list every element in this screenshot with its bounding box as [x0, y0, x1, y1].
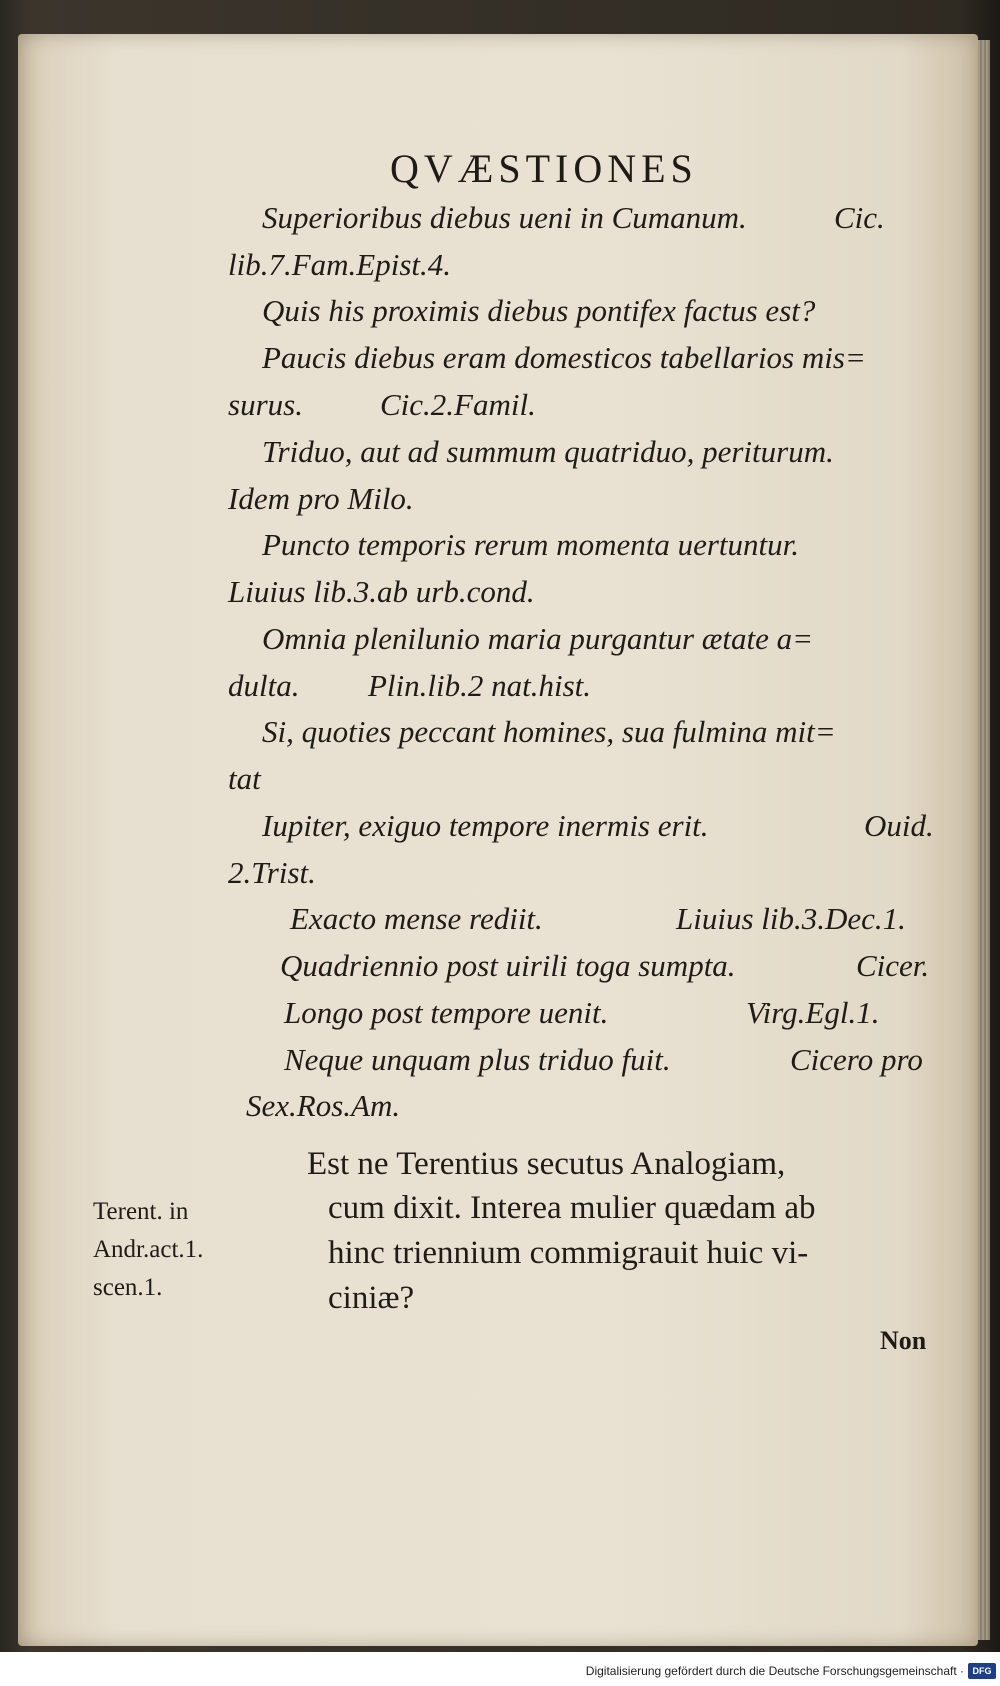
question-line: Est ne Terentius secutus Analogiam, — [307, 1146, 786, 1182]
question-line: ciniæ? — [328, 1280, 415, 1316]
page-edge — [976, 40, 990, 1640]
margin-note-line: Terent. in — [93, 1198, 189, 1225]
running-head: QVÆSTIONES — [390, 146, 698, 191]
question-line: hinc triennium commigrauit huic vi- — [328, 1235, 809, 1271]
margin-note-line: Andr.act.1. — [93, 1236, 204, 1263]
dfg-logo-icon: DFG — [968, 1663, 996, 1679]
footer-bar — [0, 1660, 1000, 1686]
margin-note-line: scen.1. — [93, 1274, 163, 1301]
question-line: cum dixit. Interea mulier quædam ab — [328, 1190, 816, 1226]
catchword: Non — [880, 1326, 927, 1355]
footer-credit: Digitalisierung gefördert durch die Deutsche Forschungsgemeinschaft · — [585, 1664, 964, 1678]
